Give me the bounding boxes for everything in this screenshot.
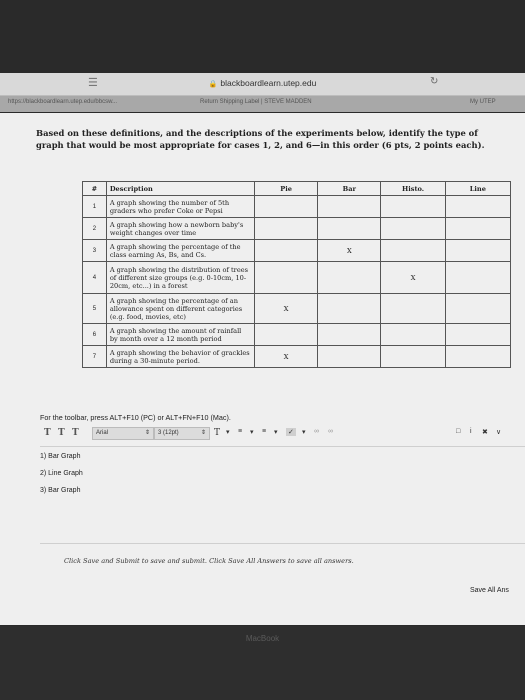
lock-icon: 🔒 <box>208 81 218 88</box>
cell-histo <box>381 346 445 368</box>
toolbar-divider <box>40 446 525 447</box>
cell-bar <box>318 324 381 346</box>
header-num: # <box>83 182 107 196</box>
link-icon[interactable]: ∞ <box>314 428 319 435</box>
chevron-down-icon[interactable]: ▾ <box>226 429 230 436</box>
answer-line[interactable]: 3) Bar Graph <box>40 487 81 494</box>
table-header-row <box>83 182 511 196</box>
chevrons-down-icon[interactable]: ∨ <box>496 429 502 436</box>
device-brand: MacBook <box>245 634 280 643</box>
toolbar-instructions: For the toolbar, press ALT+F10 (PC) or ALT+FN+F10 (Mac). <box>40 413 231 422</box>
table-row <box>83 218 511 240</box>
cell-line <box>445 196 510 218</box>
row-number: 1 <box>83 196 107 218</box>
cell-bar <box>318 262 381 294</box>
table-row <box>83 196 511 218</box>
save-instructions: Click Save and Submit to save and submit. Click Save All Answers to save all answers. <box>64 557 354 565</box>
cell-histo <box>381 196 445 218</box>
bookmark-item[interactable]: Return Shipping Label | STEVE MADDEN <box>200 99 312 105</box>
table-row <box>83 240 511 262</box>
url-text: blackboardlearn.utep.edu <box>220 78 317 88</box>
row-number: 7 <box>83 346 107 368</box>
row-description: A graph showing the number of 5th graders who prefer Coke or Pepsi <box>106 196 254 218</box>
cell-pie <box>255 240 318 262</box>
cell-bar <box>318 196 381 218</box>
row-description: A graph showing the behavior of grackles during a 30-minute period. <box>106 346 254 368</box>
laptop-bezel <box>0 626 525 700</box>
numbered-list-icon[interactable]: ≡ <box>262 428 267 435</box>
header-bar: Bar <box>318 182 381 196</box>
row-number: 5 <box>83 294 107 324</box>
font-size-select[interactable] <box>154 427 210 440</box>
address-bar[interactable] <box>0 73 525 96</box>
cell-pie <box>255 218 318 240</box>
header-description: Description <box>106 182 254 196</box>
chevron-down-icon: ⇕ <box>200 430 206 436</box>
editor-toolbar <box>40 425 525 443</box>
row-description: A graph showing the percentage of the class earning As, Bs, and Cs. <box>106 240 254 262</box>
cell-bar <box>318 218 381 240</box>
save-all-answers-button[interactable]: Save All Ans <box>470 587 509 594</box>
cell-bar <box>318 346 381 368</box>
cell-line <box>445 262 510 294</box>
question-text: Based on these definitions, and the descriptions of the experiments below, identify the type of graph that would be most appropriate for cases 1, 2, and 6—in this order (6 pts, 2 points each). <box>36 128 485 150</box>
fullscreen-icon[interactable]: □ <box>456 428 461 435</box>
text-style-icon[interactable]: T <box>58 428 65 438</box>
font-size-value: 3 (12pt) <box>158 430 179 436</box>
cell-line <box>445 346 510 368</box>
bookmark-item[interactable]: My UTEP <box>470 99 496 105</box>
cell-pie: X <box>255 346 318 368</box>
url-display[interactable] <box>0 78 525 88</box>
row-number: 4 <box>83 262 107 294</box>
header-line: Line <box>445 182 510 196</box>
editor-divider <box>40 543 525 544</box>
answer-line[interactable]: 1) Bar Graph <box>40 453 81 460</box>
page-content <box>0 113 525 625</box>
table-row <box>83 346 511 368</box>
info-icon[interactable]: i <box>470 428 472 435</box>
chevron-down-icon: ⇕ <box>144 430 150 436</box>
cell-pie <box>255 262 318 294</box>
cell-line <box>445 324 510 346</box>
cell-histo <box>381 294 445 324</box>
row-number: 2 <box>83 218 107 240</box>
table-row <box>83 294 511 324</box>
bookmark-item[interactable]: https://blackboardlearn.utep.edu/bbcsw... <box>8 99 118 105</box>
cell-pie <box>255 196 318 218</box>
row-description: A graph showing how a newborn baby's weight changes over time <box>106 218 254 240</box>
font-family-value: Arial <box>96 430 109 436</box>
unlink-icon[interactable]: ∞ <box>328 428 333 435</box>
row-description: A graph showing the distribution of trees of different size groups (e.g. 0-10cm, 10-20cm, etc...) in a forest <box>106 262 254 294</box>
spellcheck-icon[interactable]: ✓ <box>288 429 294 436</box>
row-description: A graph showing the percentage of an allowance spent on different categories (e.g. food, movies, etc) <box>106 294 254 324</box>
cell-bar: X <box>318 240 381 262</box>
table-row <box>83 262 511 294</box>
source-code-icon[interactable]: ✖ <box>482 429 488 436</box>
cell-pie: X <box>255 294 318 324</box>
row-number: 3 <box>83 240 107 262</box>
header-pie: Pie <box>255 182 318 196</box>
cell-histo <box>381 218 445 240</box>
graph-type-table <box>82 181 511 368</box>
row-number: 6 <box>83 324 107 346</box>
menu-icon[interactable]: ☰ <box>88 77 98 89</box>
text-format-icon[interactable]: T <box>214 428 221 438</box>
table-row <box>83 324 511 346</box>
cell-histo <box>381 240 445 262</box>
cell-line <box>445 240 510 262</box>
row-description: A graph showing the amount of rainfall by month over a 12 month period <box>106 324 254 346</box>
answer-line[interactable]: 2) Line Graph <box>40 470 83 477</box>
cell-line <box>445 218 510 240</box>
cell-bar <box>318 294 381 324</box>
cell-pie <box>255 324 318 346</box>
header-histo: Histo. <box>381 182 445 196</box>
bullet-list-icon[interactable]: ≡ <box>238 428 243 435</box>
text-style-icon[interactable]: T <box>72 428 79 438</box>
font-family-select[interactable] <box>92 427 154 440</box>
text-style-icon[interactable]: T <box>44 428 51 438</box>
chevron-down-icon[interactable]: ▾ <box>250 429 254 436</box>
chevron-down-icon[interactable]: ▾ <box>274 429 278 436</box>
reload-icon[interactable]: ↻ <box>430 76 439 87</box>
bookmarks-bar <box>0 96 525 112</box>
chevron-down-icon[interactable]: ▾ <box>302 429 306 436</box>
cell-histo <box>381 324 445 346</box>
cell-line <box>445 294 510 324</box>
cell-histo: X <box>381 262 445 294</box>
